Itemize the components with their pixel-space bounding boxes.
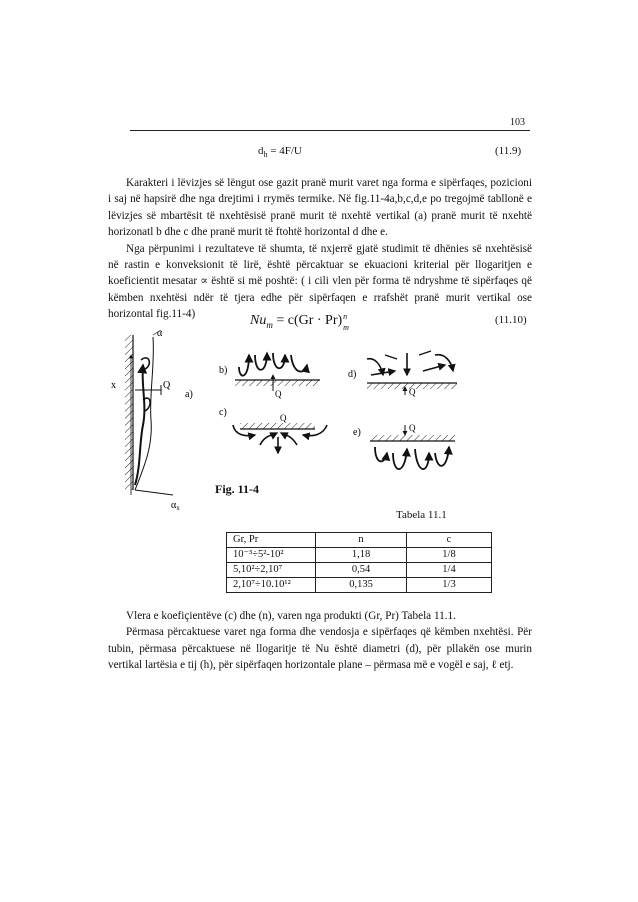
diagram-d-cold-horizontal (348, 351, 457, 397)
table-cell: 10⁻³÷5²-10² (227, 548, 316, 563)
table-cell: 1,18 (316, 548, 407, 563)
table-cell: 1/4 (407, 563, 492, 578)
table-header-row (227, 533, 492, 548)
label-x: x (111, 380, 116, 391)
table-cell: 1/8 (407, 548, 492, 563)
table-cell: 2,10⁷÷10.10¹² (227, 578, 316, 593)
table-header-cell: n (316, 533, 407, 548)
table-header-cell: Gr, Pr (227, 533, 316, 548)
table-caption: Tabela 11.1 (396, 509, 447, 521)
table-row (227, 578, 492, 593)
figure-11-4 (105, 325, 535, 515)
paragraph-2: Nga përpunimi i rezultateve të shumta, të nxjerrë gjatë studimit të dhënies së nxehtësisë në rastin e konveksionit të lirë, është përcaktuar se ekuacioni kriterial për llogaritjen e koeficientit mesatar ∝ është si më poshtë: ( i cili vlen për forma të ndryshme të sipërfaqes që këmben nxehtësi ndër të tjera edhe për sipërfaqen e rrafshët pranë murit vertikal ose horizontal fig.11-4) (108, 242, 532, 321)
equation-11-10-number: (11.10) (495, 314, 527, 326)
label-b: b) (219, 365, 228, 376)
table-row (227, 563, 492, 578)
figure-caption: Fig. 11-4 (215, 482, 259, 496)
table-cell: 0,54 (316, 563, 407, 578)
equation-11-9: $d_h = 4F/U$ (258, 145, 302, 160)
closing-paragraphs (108, 608, 532, 674)
label-c: c) (219, 407, 227, 418)
paragraph-3: Vlera e koefiçientëve (c) dhe (n), varen nga produkti (Gr, Pr) Tabela 11.1. (126, 610, 456, 622)
equation-11-9-number: (11.9) (495, 145, 522, 157)
diagram-b-hot-horizontal (219, 353, 320, 399)
label-d: d) (348, 369, 357, 380)
diagram-a-vertical-wall (111, 328, 193, 512)
table-11-1 (226, 532, 492, 593)
page-number: 103 (510, 117, 525, 128)
label-e: e) (353, 427, 361, 438)
diagram-c-hot-horizontal-below (219, 407, 327, 453)
label-a: a) (185, 389, 193, 400)
table-cell: 0,135 (316, 578, 407, 593)
label-q-a: Q (163, 380, 171, 391)
diagram-e-cold-horizontal-below (353, 423, 455, 469)
header-rule (130, 130, 530, 131)
label-q-d: Q (409, 387, 416, 397)
table-cell: 5,10²÷2,10⁷ (227, 563, 316, 578)
label-q-b: Q (275, 389, 282, 399)
intro-paragraphs (108, 175, 532, 323)
equation-11-10: $Nu_m = c(Gr \cdot Pr)$ n m (250, 312, 349, 332)
table-header-cell: c (407, 533, 492, 548)
paragraph-4: Përmasa përcaktuese varet nga forma dhe vendosja e sipërfaqes që këmben nxehtësi. Për tubin, përmasa përcaktuese në llogaritje të Nu është diametri (d), për pllakën ose murin vertikal lartësia e tij (h), për sipërfaqen horizontale plane – përmasa më e vogël e saj, ℓ etj. (108, 626, 532, 672)
label-alpha: α (157, 328, 163, 339)
label-q-c: Q (280, 413, 287, 423)
table-row (227, 548, 492, 563)
label-alpha-x: $\alpha_x$ (171, 500, 180, 512)
paragraph-1: Karakteri i lëvizjes së lëngut ose gazit pranë murit varet nga forma e sipërfaqes, pozicioni i saj në hapsirë dhe nga drejtimi i rrymës termike. Në fig.11-4a,b,c,d,e po tregojmë tabllonë e lëvizjes së mbartësit të nxehtësisë pranë murit të nxehtë vertikal (a) pranë murit të nxehtë horizonatl b dhe c dhe pranë murit të ftohtë horizontal d dhe e. (108, 177, 532, 239)
table-cell: 1/3 (407, 578, 492, 593)
label-q-e: Q (409, 423, 416, 433)
